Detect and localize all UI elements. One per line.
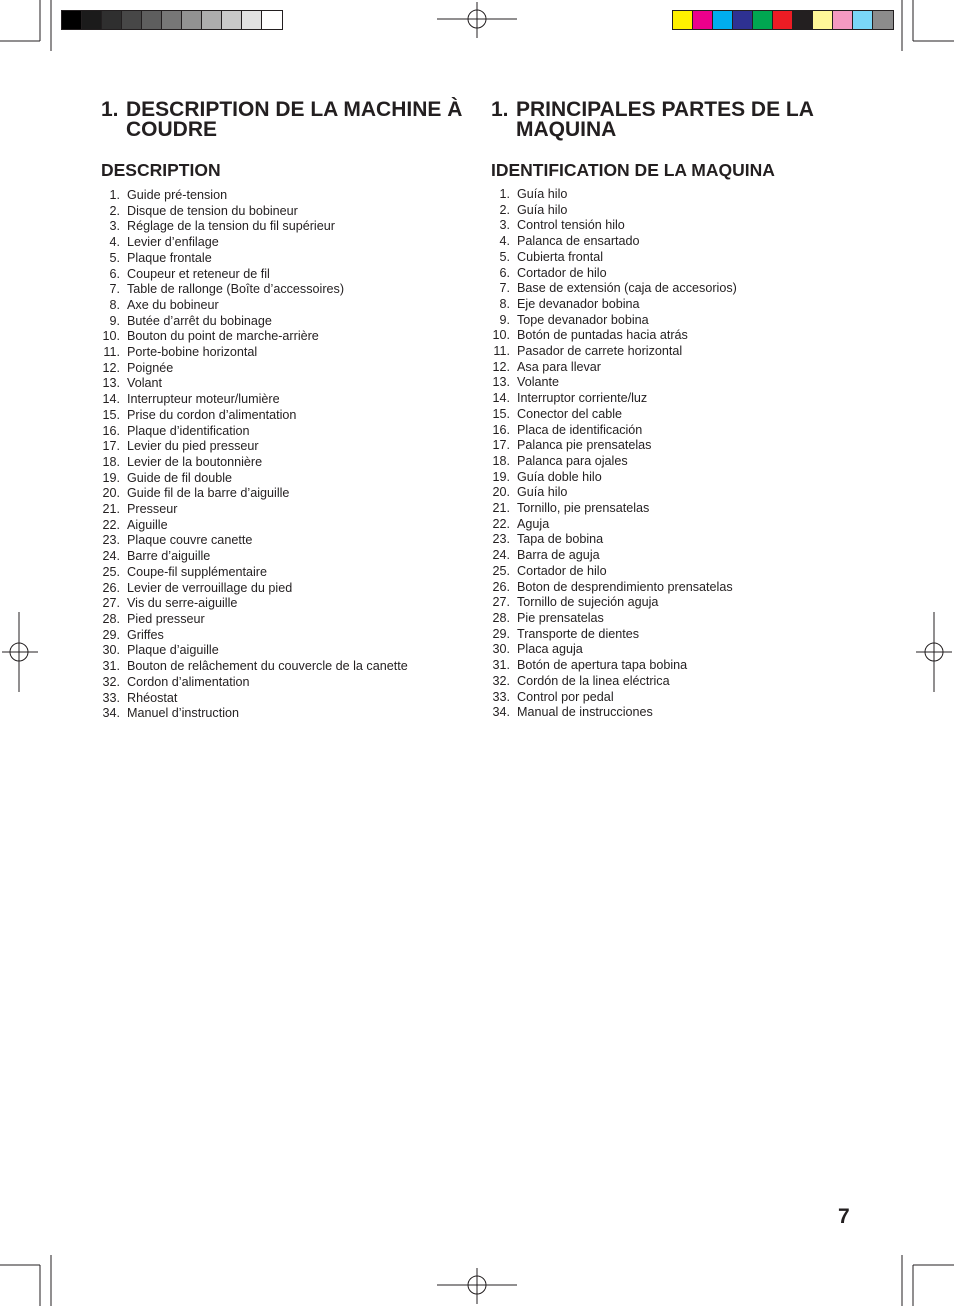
item-number: 13. bbox=[492, 375, 510, 390]
item-number: 4. bbox=[499, 234, 510, 249]
item-number: 26. bbox=[492, 579, 510, 594]
list-item bbox=[101, 471, 408, 487]
list-item bbox=[491, 517, 737, 533]
item-label: Interruptor corriente/luz bbox=[517, 391, 648, 406]
list-item bbox=[491, 470, 737, 486]
list-item bbox=[101, 612, 408, 628]
item-label: Plaque couvre canette bbox=[127, 533, 253, 548]
item-number: 31. bbox=[492, 658, 510, 673]
item-label: Axe du bobineur bbox=[127, 297, 219, 312]
item-number: 6. bbox=[499, 265, 510, 280]
item-label: Guide de fil double bbox=[127, 470, 233, 485]
registration-mark-bottom bbox=[437, 1268, 517, 1304]
list-item bbox=[101, 581, 408, 597]
item-number: 19. bbox=[492, 469, 510, 484]
calibration-swatch bbox=[793, 11, 813, 29]
list-item bbox=[491, 297, 737, 313]
calibration-swatch bbox=[82, 11, 102, 29]
item-label: Butée d’arrêt du bobinage bbox=[127, 313, 272, 328]
item-label: Coupe-fil supplémentaire bbox=[127, 564, 268, 579]
item-label: Control tensión hilo bbox=[517, 218, 625, 233]
item-label: Tapa de bobina bbox=[517, 532, 604, 547]
item-label: Botón de apertura tapa bobina bbox=[517, 658, 688, 673]
calibration-swatch bbox=[773, 11, 793, 29]
calibration-swatch bbox=[733, 11, 753, 29]
color-calibration-strip bbox=[672, 10, 894, 30]
list-item bbox=[491, 218, 737, 234]
item-label: Control por pedal bbox=[517, 689, 614, 704]
calibration-swatch bbox=[142, 11, 162, 29]
item-number: 1. bbox=[499, 187, 510, 201]
item-number: 25. bbox=[102, 564, 120, 579]
item-label: Levier de la boutonnière bbox=[127, 454, 263, 469]
item-number: 6. bbox=[109, 266, 120, 281]
item-label: Poignée bbox=[127, 360, 174, 375]
list-item bbox=[491, 203, 737, 219]
list-item bbox=[491, 642, 737, 658]
item-number: 16. bbox=[102, 423, 120, 438]
item-number: 13. bbox=[102, 376, 120, 391]
list-item bbox=[491, 548, 737, 564]
item-number: 2. bbox=[109, 203, 120, 218]
item-number: 11. bbox=[493, 344, 510, 359]
item-number: 29. bbox=[102, 627, 120, 642]
item-number: 16. bbox=[492, 422, 510, 437]
list-item bbox=[491, 391, 737, 407]
item-number: 9. bbox=[499, 312, 510, 327]
item-label: Réglage de la tension du fil supérieur bbox=[127, 219, 335, 234]
item-label: Aiguille bbox=[127, 517, 168, 532]
item-number: 12. bbox=[492, 359, 510, 374]
item-label: Porte-bobine horizontal bbox=[127, 345, 258, 360]
item-label: Conector del cable bbox=[517, 406, 623, 421]
list-item bbox=[491, 532, 737, 548]
item-number: 8. bbox=[109, 297, 120, 312]
list-item bbox=[491, 501, 737, 517]
item-label: Pie prensatelas bbox=[517, 610, 604, 625]
item-label: Transporte de dientes bbox=[517, 626, 640, 641]
item-number: 25. bbox=[492, 563, 510, 578]
registration-mark-top bbox=[437, 2, 517, 38]
calibration-swatch bbox=[162, 11, 182, 29]
list-item bbox=[491, 360, 737, 376]
item-number: 23. bbox=[102, 533, 120, 548]
item-label: Tornillo, pie prensatelas bbox=[517, 501, 650, 516]
item-number: 29. bbox=[492, 626, 510, 641]
list-item bbox=[101, 361, 408, 377]
registration-mark-left bbox=[2, 612, 38, 692]
list-item bbox=[101, 659, 408, 675]
item-number: 27. bbox=[492, 595, 510, 610]
item-label: Barre d’aiguille bbox=[127, 549, 211, 564]
item-label: Barra de aguja bbox=[517, 548, 600, 563]
list-item bbox=[101, 502, 408, 518]
item-number: 4. bbox=[109, 235, 120, 250]
item-label: Levier du pied presseur bbox=[127, 439, 259, 454]
item-label: Tope devanador bobina bbox=[517, 312, 649, 327]
item-number: 11. bbox=[103, 345, 120, 360]
item-label: Bouton de relâchement du couvercle de la canette bbox=[127, 659, 408, 674]
item-label: Cubierta frontal bbox=[517, 249, 604, 264]
list-item bbox=[101, 345, 408, 361]
list-item bbox=[491, 580, 737, 596]
item-label: Palanca de ensartado bbox=[517, 234, 640, 249]
item-number: 18. bbox=[492, 453, 510, 468]
calibration-swatch bbox=[182, 11, 202, 29]
list-item bbox=[491, 328, 737, 344]
item-number: 22. bbox=[492, 516, 510, 531]
list-item bbox=[101, 219, 408, 235]
item-label: Cortador de hilo bbox=[517, 265, 607, 280]
french-parts-list bbox=[101, 188, 408, 722]
list-item bbox=[491, 690, 737, 706]
item-number: 24. bbox=[492, 548, 510, 563]
item-label: Pasador de carrete horizontal bbox=[517, 344, 683, 359]
item-number: 7. bbox=[109, 282, 120, 297]
item-number: 33. bbox=[492, 689, 510, 704]
list-item bbox=[101, 486, 408, 502]
item-label: Guía hilo bbox=[517, 485, 568, 500]
list-item bbox=[101, 298, 408, 314]
french-section-title bbox=[101, 100, 471, 140]
item-number: 5. bbox=[109, 250, 120, 265]
list-item bbox=[101, 691, 408, 707]
list-item bbox=[101, 392, 408, 408]
item-number: 28. bbox=[102, 611, 120, 626]
calibration-swatch bbox=[62, 11, 82, 29]
item-number: 14. bbox=[102, 392, 120, 407]
item-number: 17. bbox=[492, 438, 510, 453]
list-item bbox=[491, 705, 737, 721]
item-number: 33. bbox=[102, 690, 120, 705]
item-number: 34. bbox=[492, 705, 510, 720]
list-item bbox=[491, 313, 737, 329]
list-item bbox=[491, 454, 737, 470]
item-number: 17. bbox=[102, 439, 120, 454]
item-number: 34. bbox=[102, 706, 120, 721]
calibration-swatch bbox=[102, 11, 122, 29]
french-subtitle: DESCRIPTION bbox=[101, 160, 221, 180]
item-number: 14. bbox=[492, 391, 510, 406]
item-number: 3. bbox=[499, 218, 510, 233]
list-item bbox=[101, 188, 408, 204]
item-number: 5. bbox=[499, 249, 510, 264]
grayscale-calibration-strip bbox=[61, 10, 283, 30]
item-label: Eje devanador bobina bbox=[517, 296, 640, 311]
spanish-column bbox=[491, 98, 861, 720]
spanish-parts-list bbox=[491, 187, 737, 721]
item-number: 32. bbox=[492, 673, 510, 688]
list-item bbox=[491, 407, 737, 423]
list-item bbox=[101, 533, 408, 549]
list-item bbox=[491, 611, 737, 627]
calibration-swatch bbox=[833, 11, 853, 29]
item-label: Guide pré-tension bbox=[127, 188, 228, 202]
list-item bbox=[101, 455, 408, 471]
list-item bbox=[491, 187, 737, 203]
item-label: Levier de verrouillage du pied bbox=[127, 580, 293, 595]
item-number: 23. bbox=[492, 532, 510, 547]
section-heading: DESCRIPTION DE LA MACHINE À COUDRE bbox=[126, 98, 463, 141]
item-label: Presseur bbox=[127, 502, 178, 517]
calibration-swatch bbox=[873, 11, 893, 29]
item-number: 10. bbox=[492, 328, 510, 343]
calibration-swatch bbox=[262, 11, 282, 29]
item-number: 31. bbox=[102, 659, 120, 674]
item-label: Plaque d’identification bbox=[127, 423, 250, 438]
item-label: Base de extensión (caja de accesorios) bbox=[517, 281, 737, 296]
list-item bbox=[491, 423, 737, 439]
list-item bbox=[101, 329, 408, 345]
item-label: Volante bbox=[517, 375, 560, 390]
item-number: 30. bbox=[102, 643, 120, 658]
item-number: 15. bbox=[102, 407, 120, 422]
calibration-swatch bbox=[122, 11, 142, 29]
list-item bbox=[491, 266, 737, 282]
item-label: Griffes bbox=[127, 627, 164, 642]
item-label: Coupeur et reteneur de fil bbox=[127, 266, 270, 281]
list-item bbox=[491, 627, 737, 643]
list-item bbox=[491, 344, 737, 360]
calibration-swatch bbox=[222, 11, 242, 29]
item-label: Cordon d’alimentation bbox=[127, 674, 250, 689]
item-label: Table de rallonge (Boîte d’accessoires) bbox=[127, 282, 345, 297]
list-item bbox=[101, 706, 408, 722]
list-item bbox=[101, 565, 408, 581]
section-number: 1. bbox=[101, 98, 119, 121]
item-label: Asa para llevar bbox=[517, 359, 601, 374]
item-label: Guide fil de la barre d’aiguille bbox=[127, 486, 290, 501]
item-number: 3. bbox=[109, 219, 120, 234]
calibration-swatch bbox=[202, 11, 222, 29]
item-number: 9. bbox=[109, 313, 120, 328]
list-item bbox=[491, 595, 737, 611]
item-label: Prise du cordon d’alimentation bbox=[127, 407, 297, 422]
item-number: 24. bbox=[102, 549, 120, 564]
list-item bbox=[491, 250, 737, 266]
list-item bbox=[101, 251, 408, 267]
item-label: Levier d’enfilage bbox=[127, 235, 219, 250]
item-number: 10. bbox=[102, 329, 120, 344]
item-number: 8. bbox=[499, 296, 510, 311]
list-item bbox=[491, 438, 737, 454]
registration-mark-right bbox=[916, 612, 952, 692]
item-number: 19. bbox=[102, 470, 120, 485]
list-item bbox=[101, 643, 408, 659]
item-label: Manuel d’instruction bbox=[127, 706, 240, 721]
list-item bbox=[101, 596, 408, 612]
item-label: Rhéostat bbox=[127, 690, 178, 705]
item-number: 12. bbox=[102, 360, 120, 375]
item-label: Manual de instrucciones bbox=[517, 705, 653, 720]
list-item bbox=[101, 235, 408, 251]
spanish-section-title bbox=[491, 100, 861, 140]
list-item bbox=[101, 408, 408, 424]
item-label: Tornillo de sujeción aguja bbox=[517, 595, 659, 610]
list-item bbox=[491, 485, 737, 501]
list-item bbox=[101, 628, 408, 644]
list-item bbox=[101, 549, 408, 565]
calibration-swatch bbox=[813, 11, 833, 29]
item-label: Palanca para ojales bbox=[517, 453, 628, 468]
item-label: Aguja bbox=[517, 516, 550, 531]
item-number: 32. bbox=[102, 674, 120, 689]
item-label: Cordón de la linea eléctrica bbox=[517, 673, 670, 688]
item-label: Palanca pie prensatelas bbox=[517, 438, 652, 453]
item-label: Guía hilo bbox=[517, 202, 568, 217]
section-number: 1. bbox=[491, 98, 509, 121]
spanish-subtitle: IDENTIFICATION DE LA MAQUINA bbox=[491, 160, 775, 180]
section-heading: PRINCIPALES PARTES DE LA MAQUINA bbox=[516, 98, 814, 141]
item-number: 26. bbox=[102, 580, 120, 595]
list-item bbox=[101, 204, 408, 220]
calibration-swatch bbox=[242, 11, 262, 29]
item-label: Placa aguja bbox=[517, 642, 583, 657]
item-label: Disque de tension du bobineur bbox=[127, 203, 298, 218]
calibration-swatch bbox=[713, 11, 733, 29]
list-item bbox=[491, 564, 737, 580]
item-number: 21. bbox=[492, 501, 510, 516]
item-number: 22. bbox=[102, 517, 120, 532]
list-item bbox=[101, 675, 408, 691]
item-number: 15. bbox=[492, 406, 510, 421]
item-label: Boton de desprendimiento prensatelas bbox=[517, 579, 733, 594]
list-item bbox=[101, 282, 408, 298]
item-label: Cortador de hilo bbox=[517, 563, 607, 578]
list-item bbox=[101, 376, 408, 392]
item-number: 28. bbox=[492, 610, 510, 625]
item-number: 21. bbox=[102, 502, 120, 517]
item-label: Plaque d’aiguille bbox=[127, 643, 219, 658]
calibration-swatch bbox=[673, 11, 693, 29]
calibration-swatch bbox=[693, 11, 713, 29]
item-label: Pied presseur bbox=[127, 611, 205, 626]
list-item bbox=[101, 439, 408, 455]
list-item bbox=[491, 234, 737, 250]
item-number: 20. bbox=[102, 486, 120, 501]
item-number: 27. bbox=[102, 596, 120, 611]
item-number: 18. bbox=[102, 454, 120, 469]
list-item bbox=[101, 518, 408, 534]
item-label: Guía doble hilo bbox=[517, 469, 602, 484]
item-label: Botón de puntadas hacia atrás bbox=[517, 328, 688, 343]
page-number: 7 bbox=[838, 1205, 850, 1228]
item-number: 20. bbox=[492, 485, 510, 500]
item-number: 1. bbox=[109, 188, 120, 202]
item-label: Vis du serre-aiguille bbox=[127, 596, 238, 611]
list-item bbox=[491, 375, 737, 391]
list-item bbox=[101, 267, 408, 283]
list-item bbox=[101, 424, 408, 440]
item-label: Interrupteur moteur/lumière bbox=[127, 392, 280, 407]
french-column bbox=[101, 98, 471, 721]
item-label: Guía hilo bbox=[517, 187, 568, 201]
list-item bbox=[491, 281, 737, 297]
item-label: Placa de identificación bbox=[517, 422, 643, 437]
calibration-swatch bbox=[753, 11, 773, 29]
list-item bbox=[101, 314, 408, 330]
item-number: 2. bbox=[499, 202, 510, 217]
item-label: Volant bbox=[127, 376, 163, 391]
item-label: Plaque frontale bbox=[127, 250, 212, 265]
item-number: 30. bbox=[492, 642, 510, 657]
list-item bbox=[491, 658, 737, 674]
item-label: Bouton du point de marche-arrière bbox=[127, 329, 319, 344]
list-item bbox=[491, 674, 737, 690]
calibration-swatch bbox=[853, 11, 873, 29]
item-number: 7. bbox=[499, 281, 510, 296]
